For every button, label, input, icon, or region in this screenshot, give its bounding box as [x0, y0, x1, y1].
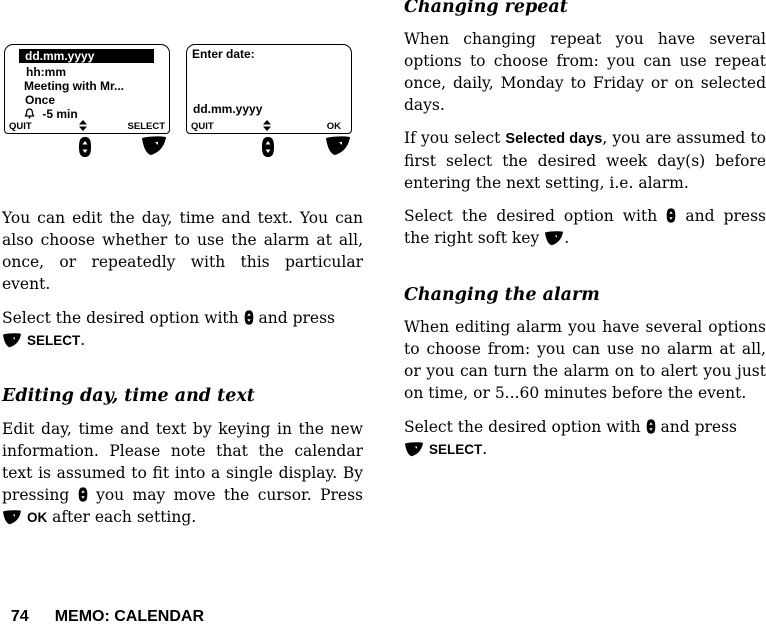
- soft-key-quit: QUIT: [191, 121, 214, 132]
- text-run: and press: [660, 418, 737, 436]
- paragraph-repeat-options: When changing repeat you have several options to choose from: you can use repeat once, daily, Monday to Friday or on selected days.: [404, 30, 766, 114]
- selected-days-label: Selected days: [505, 131, 603, 147]
- paragraph-alarm-select: [404, 416, 766, 461]
- scroll-key-icon: [78, 486, 88, 503]
- text-run: , you are assumed to first select the desired week day(s) before entering the next setting, i.e. alarm.: [404, 129, 766, 192]
- up-down-arrows-icon: [79, 120, 87, 131]
- section-title: MEMO: CALENDAR: [54, 608, 205, 625]
- text-run: and press the right soft key: [404, 207, 766, 247]
- display-line-date-format: dd.mm.yyyy: [193, 102, 263, 116]
- bell-icon: [24, 108, 35, 119]
- right-soft-key-icon: [2, 333, 22, 348]
- right-soft-key-icon: [404, 442, 424, 457]
- display-line-text: Meeting with Mr...: [24, 79, 125, 93]
- display-line-time: hh:mm: [26, 65, 66, 79]
- right-soft-key-icon: [544, 231, 564, 246]
- page-footer: [2, 587, 204, 627]
- text-run: If you select: [404, 129, 501, 147]
- select-key-label: SELECT: [428, 442, 483, 457]
- display-line-date: dd.mm.yyyy: [19, 49, 154, 63]
- paragraph-edit-info: [2, 418, 363, 529]
- up-down-arrows-icon: [263, 120, 271, 131]
- paragraph-edit-intro: You can edit the day, time and text. You can also choose whether to use the alarm at all, once, or repeatedly with this particular event.: [2, 209, 363, 293]
- scroll-key-icon: [78, 136, 92, 158]
- right-soft-key-icon: [2, 510, 22, 525]
- paragraph-select-option: [2, 307, 363, 352]
- left-column: [2, 207, 363, 529]
- right-column: [404, 0, 766, 461]
- ok-key-label: OK: [26, 510, 48, 525]
- paragraph-selected-days: [404, 127, 766, 194]
- display-line-repeat: Once: [25, 93, 56, 107]
- paragraph-select-right-soft-key: [404, 205, 766, 249]
- heading-changing-alarm: Changing the alarm: [404, 285, 600, 305]
- phone-display-calendar-edit: [4, 44, 170, 134]
- display-line-alarm: [24, 107, 78, 121]
- display-line-prompt: Enter date:: [192, 47, 255, 61]
- select-key-label: SELECT: [26, 333, 81, 348]
- scroll-key-icon: [261, 136, 275, 158]
- text-run: .: [80, 331, 86, 349]
- heading-editing-day-time-text: Editing day, time and text: [2, 386, 255, 406]
- paragraph-alarm-options: When editing alarm you have several options to choose from: you can use no alarm at all, or you can turn the alarm on to alert you just on time, or 5...60 minutes before the event.: [404, 318, 766, 402]
- page-number: 74: [10, 608, 29, 625]
- right-soft-key-icon: [141, 136, 167, 156]
- text-run: Edit day, time and text by keying in the new information. Please note that the calendar text is assumed to fit into a single display. By pressing: [2, 420, 363, 504]
- text-run: Select the desired option with: [404, 418, 641, 436]
- text-run: Select the desired option with: [404, 207, 658, 225]
- phone-display-enter-date: [186, 44, 352, 134]
- right-soft-key-icon: [325, 136, 351, 156]
- soft-key-quit: QUIT: [9, 121, 32, 132]
- scroll-key-icon: [666, 207, 676, 224]
- scroll-key-icon: [646, 418, 656, 435]
- text-run: after each setting.: [52, 508, 197, 526]
- scroll-key-icon: [244, 309, 254, 326]
- soft-key-select: SELECT: [127, 121, 165, 132]
- text-run: Select the desired option with: [2, 309, 239, 327]
- text-run: you may move the cursor. Press: [96, 486, 363, 504]
- text-run: .: [564, 229, 570, 247]
- alarm-value: -5 min: [42, 107, 78, 121]
- soft-key-ok: OK: [326, 121, 341, 132]
- text-run: and press: [258, 309, 335, 327]
- heading-changing-repeat: Changing repeat: [404, 0, 568, 17]
- text-run: .: [482, 440, 488, 458]
